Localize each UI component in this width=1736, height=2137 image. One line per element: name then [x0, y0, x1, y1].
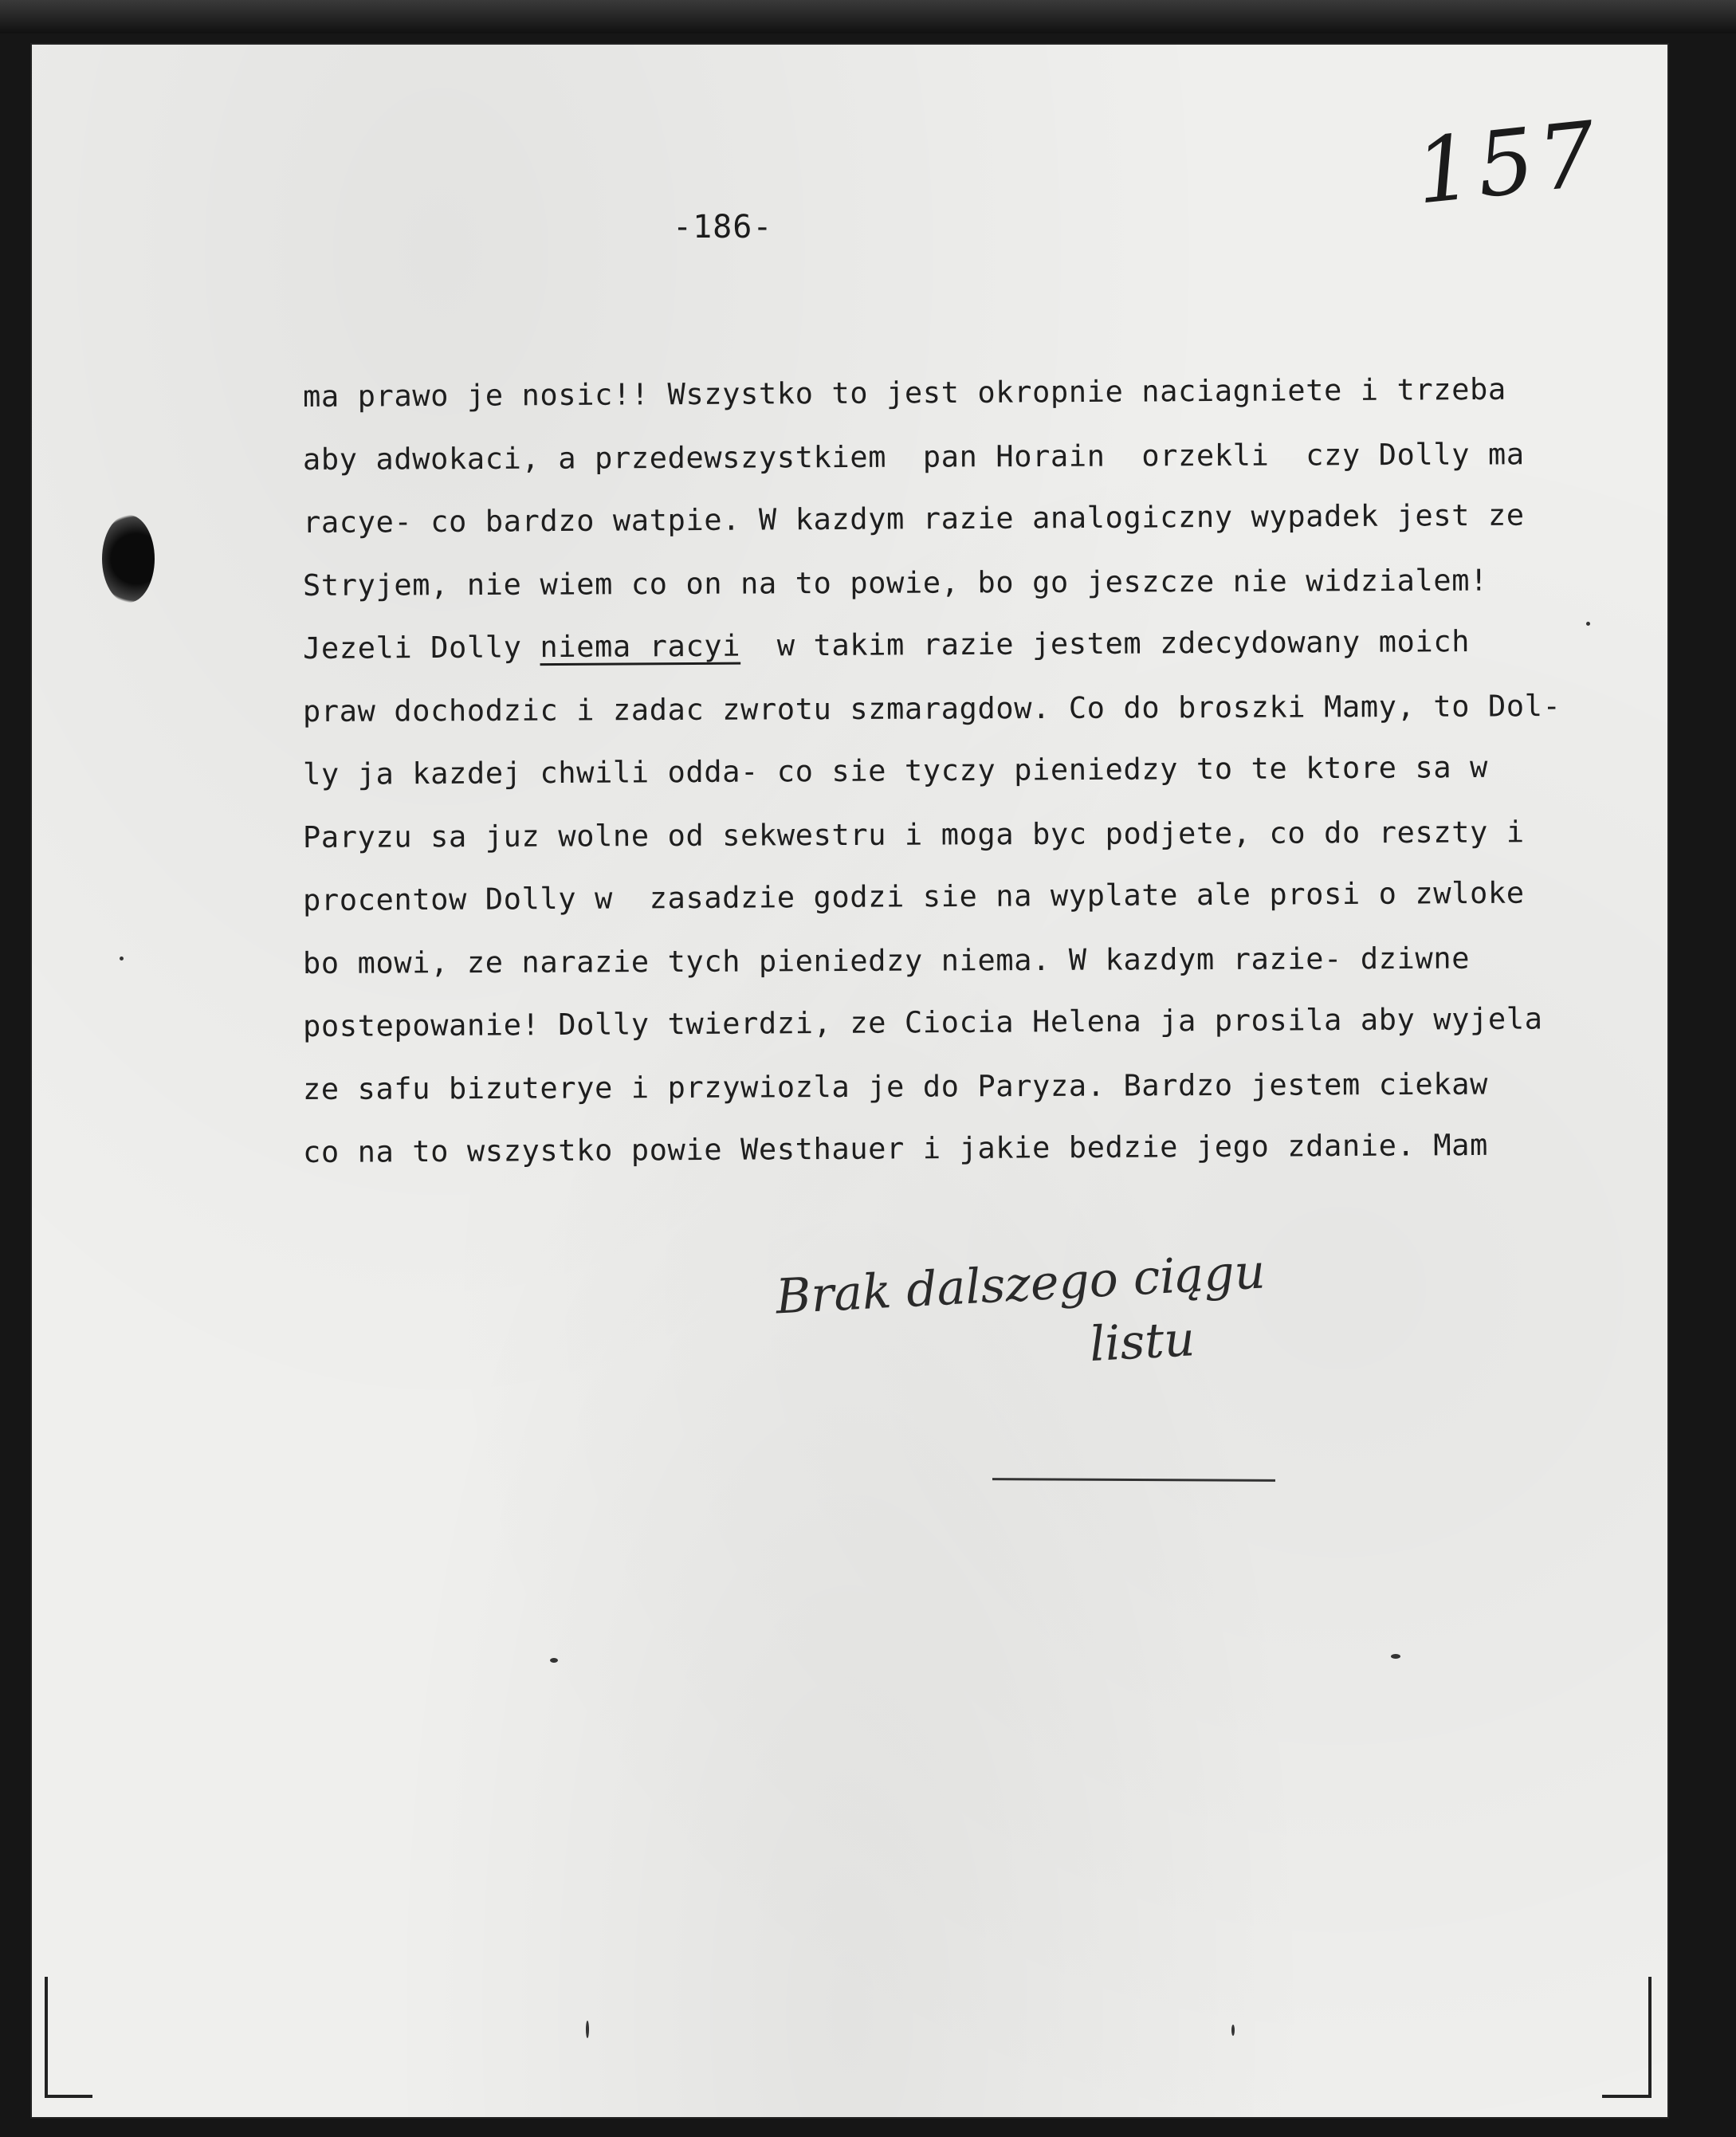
scan-speck [1586, 622, 1590, 626]
typed-line [303, 483, 1626, 554]
typed-line [303, 422, 1626, 491]
scan-corner-mark [1648, 1977, 1652, 2096]
typed-line [303, 674, 1626, 743]
typed-text: Jezeli Dolly [302, 630, 540, 666]
typed-line [303, 926, 1626, 995]
scan-corner-mark [45, 2095, 92, 2098]
scan-speck [120, 957, 124, 960]
page-number: -186- [673, 209, 773, 246]
handwritten-note-line-1: Brak dalszego ciągu [774, 1243, 1267, 1326]
handwritten-folio-number: 157 [1411, 102, 1606, 225]
typed-line [303, 861, 1626, 932]
typed-line [303, 1052, 1626, 1121]
punch-hole [102, 515, 155, 603]
typed-text: aby adwokaci, a przedewszystkiem pan Horain orzekli czy Dolly ma [302, 437, 1525, 477]
typed-text: ma prawo je nosic!! Wszystko to jest okropnie naciagniete i trzeba [302, 371, 1506, 414]
typed-letter-body [303, 365, 1626, 1184]
typed-text: ly ja kazdej chwili odda- co sie tyczy pieniedzy to te ktore sa w [302, 749, 1489, 792]
typed-text: Paryzu sa juz wolne od sekwestru i moga byc podjete, co do reszty i [302, 815, 1525, 854]
scan-speck [550, 1658, 558, 1663]
handwritten-note-line-2: listu [1088, 1311, 1196, 1373]
scan-speck [586, 2021, 589, 2038]
typed-text: postepowanie! Dolly twierdzi, ze Ciocia Helena ja prosila aby wyjela [302, 1001, 1543, 1043]
typed-line [303, 800, 1626, 869]
typed-text: Stryjem, nie wiem co on na to powie, bo go jeszcze nie widzialem! [302, 563, 1489, 603]
scan-corner-mark [45, 1977, 48, 2096]
typed-text: w takim razie jestem zdecydowany moich [740, 624, 1471, 663]
typed-text: co na to wszystko powie Westhauer i jakie bedzie jego zdanie. Mam [302, 1127, 1489, 1169]
typed-line [303, 609, 1626, 680]
typed-text: ze safu bizuterye i przywiozla je do Paryza. Bardzo jestem ciekaw [302, 1067, 1489, 1106]
underlined-phrase: niema racyi [540, 628, 741, 665]
scan-corner-mark [1602, 2095, 1652, 2098]
typed-text: procentow Dolly w zasadzie godzi sie na wyplate ale prosi o zwloke [302, 875, 1525, 917]
typed-text: racye- co bardzo watpie. W kazdym razie analogiczny wypadek jest ze [302, 497, 1525, 540]
scan-speck [1391, 1654, 1400, 1659]
typed-text: bo mowi, ze narazie tych pieniedzy niema. W kazdym razie- dziwne [302, 941, 1471, 980]
typed-line [303, 357, 1626, 428]
scan-speck [1231, 2025, 1235, 2036]
typed-line [303, 548, 1626, 617]
scan-border-top [0, 0, 1736, 33]
typed-line [303, 987, 1626, 1058]
typed-text: praw dochodzic i zadac zwrotu szmaragdow. Co do broszki Mamy, to Dol- [302, 689, 1561, 729]
typed-line [303, 735, 1626, 806]
typed-line [303, 1113, 1626, 1184]
